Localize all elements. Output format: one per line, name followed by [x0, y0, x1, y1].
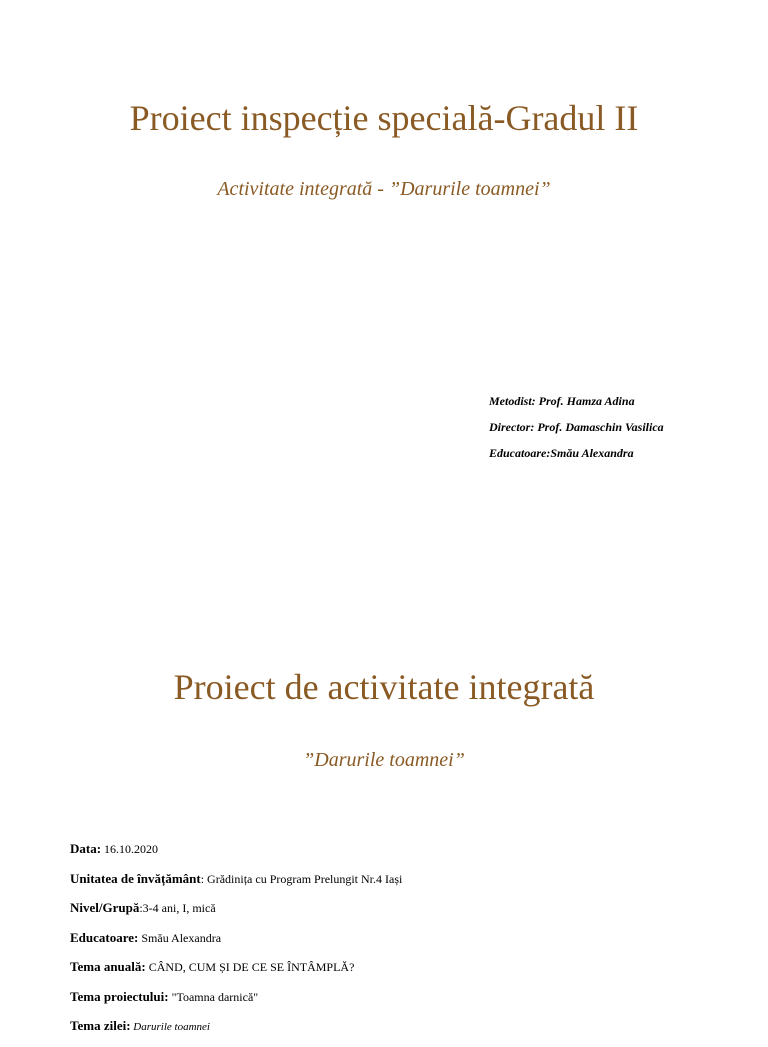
detail-value: Darurile toamnei — [130, 1021, 210, 1033]
director-line: Director: Prof. Damaschin Vasilica — [489, 420, 664, 434]
project-title: Proiect de activitate integrată — [173, 667, 595, 707]
detail-value: : Grădinița cu Program Prelungit Nr.4 Iași — [200, 871, 403, 886]
cover-title: Proiect inspecție specială-Gradul II — [129, 98, 639, 138]
detail-value: 16.10.2020 — [101, 842, 159, 856]
detail-label: Tema proiectului: — [70, 988, 169, 1004]
detail-educator — [70, 929, 402, 959]
detail-day-theme — [70, 1017, 402, 1047]
detail-value: CÂND, CUM ȘI DE CE SE ÎNTÂMPLĂ? — [145, 960, 355, 974]
educator-line: Educatoare:Smău Alexandra — [489, 446, 634, 460]
detail-project-theme — [70, 988, 402, 1018]
detail-label: Data: — [70, 841, 102, 856]
detail-label: Tema zilei: — [70, 1018, 131, 1033]
project-subtitle: ”Darurile toamnei” — [303, 749, 465, 771]
detail-value: :3-4 ani, I, mică — [139, 901, 216, 915]
cover-subtitle: Activitate integrată - ”Darurile toamnei” — [217, 178, 551, 200]
detail-level — [70, 899, 402, 929]
methodist-line: Metodist: Prof. Hamza Adina — [489, 394, 635, 408]
detail-label: Unitatea de învățământ — [70, 870, 201, 886]
detail-annual-theme — [70, 958, 402, 988]
detail-label: Nivel/Grupă — [70, 900, 140, 915]
detail-label: Tema anuală: — [70, 959, 146, 974]
detail-unit — [70, 870, 402, 900]
detail-label: Educatoare: — [70, 929, 139, 945]
detail-value: "Toamna darnică" — [168, 989, 259, 1004]
detail-value: Smău Alexandra — [138, 930, 222, 945]
staff-list — [489, 392, 664, 470]
detail-date — [70, 840, 402, 870]
project-details — [70, 840, 402, 1047]
